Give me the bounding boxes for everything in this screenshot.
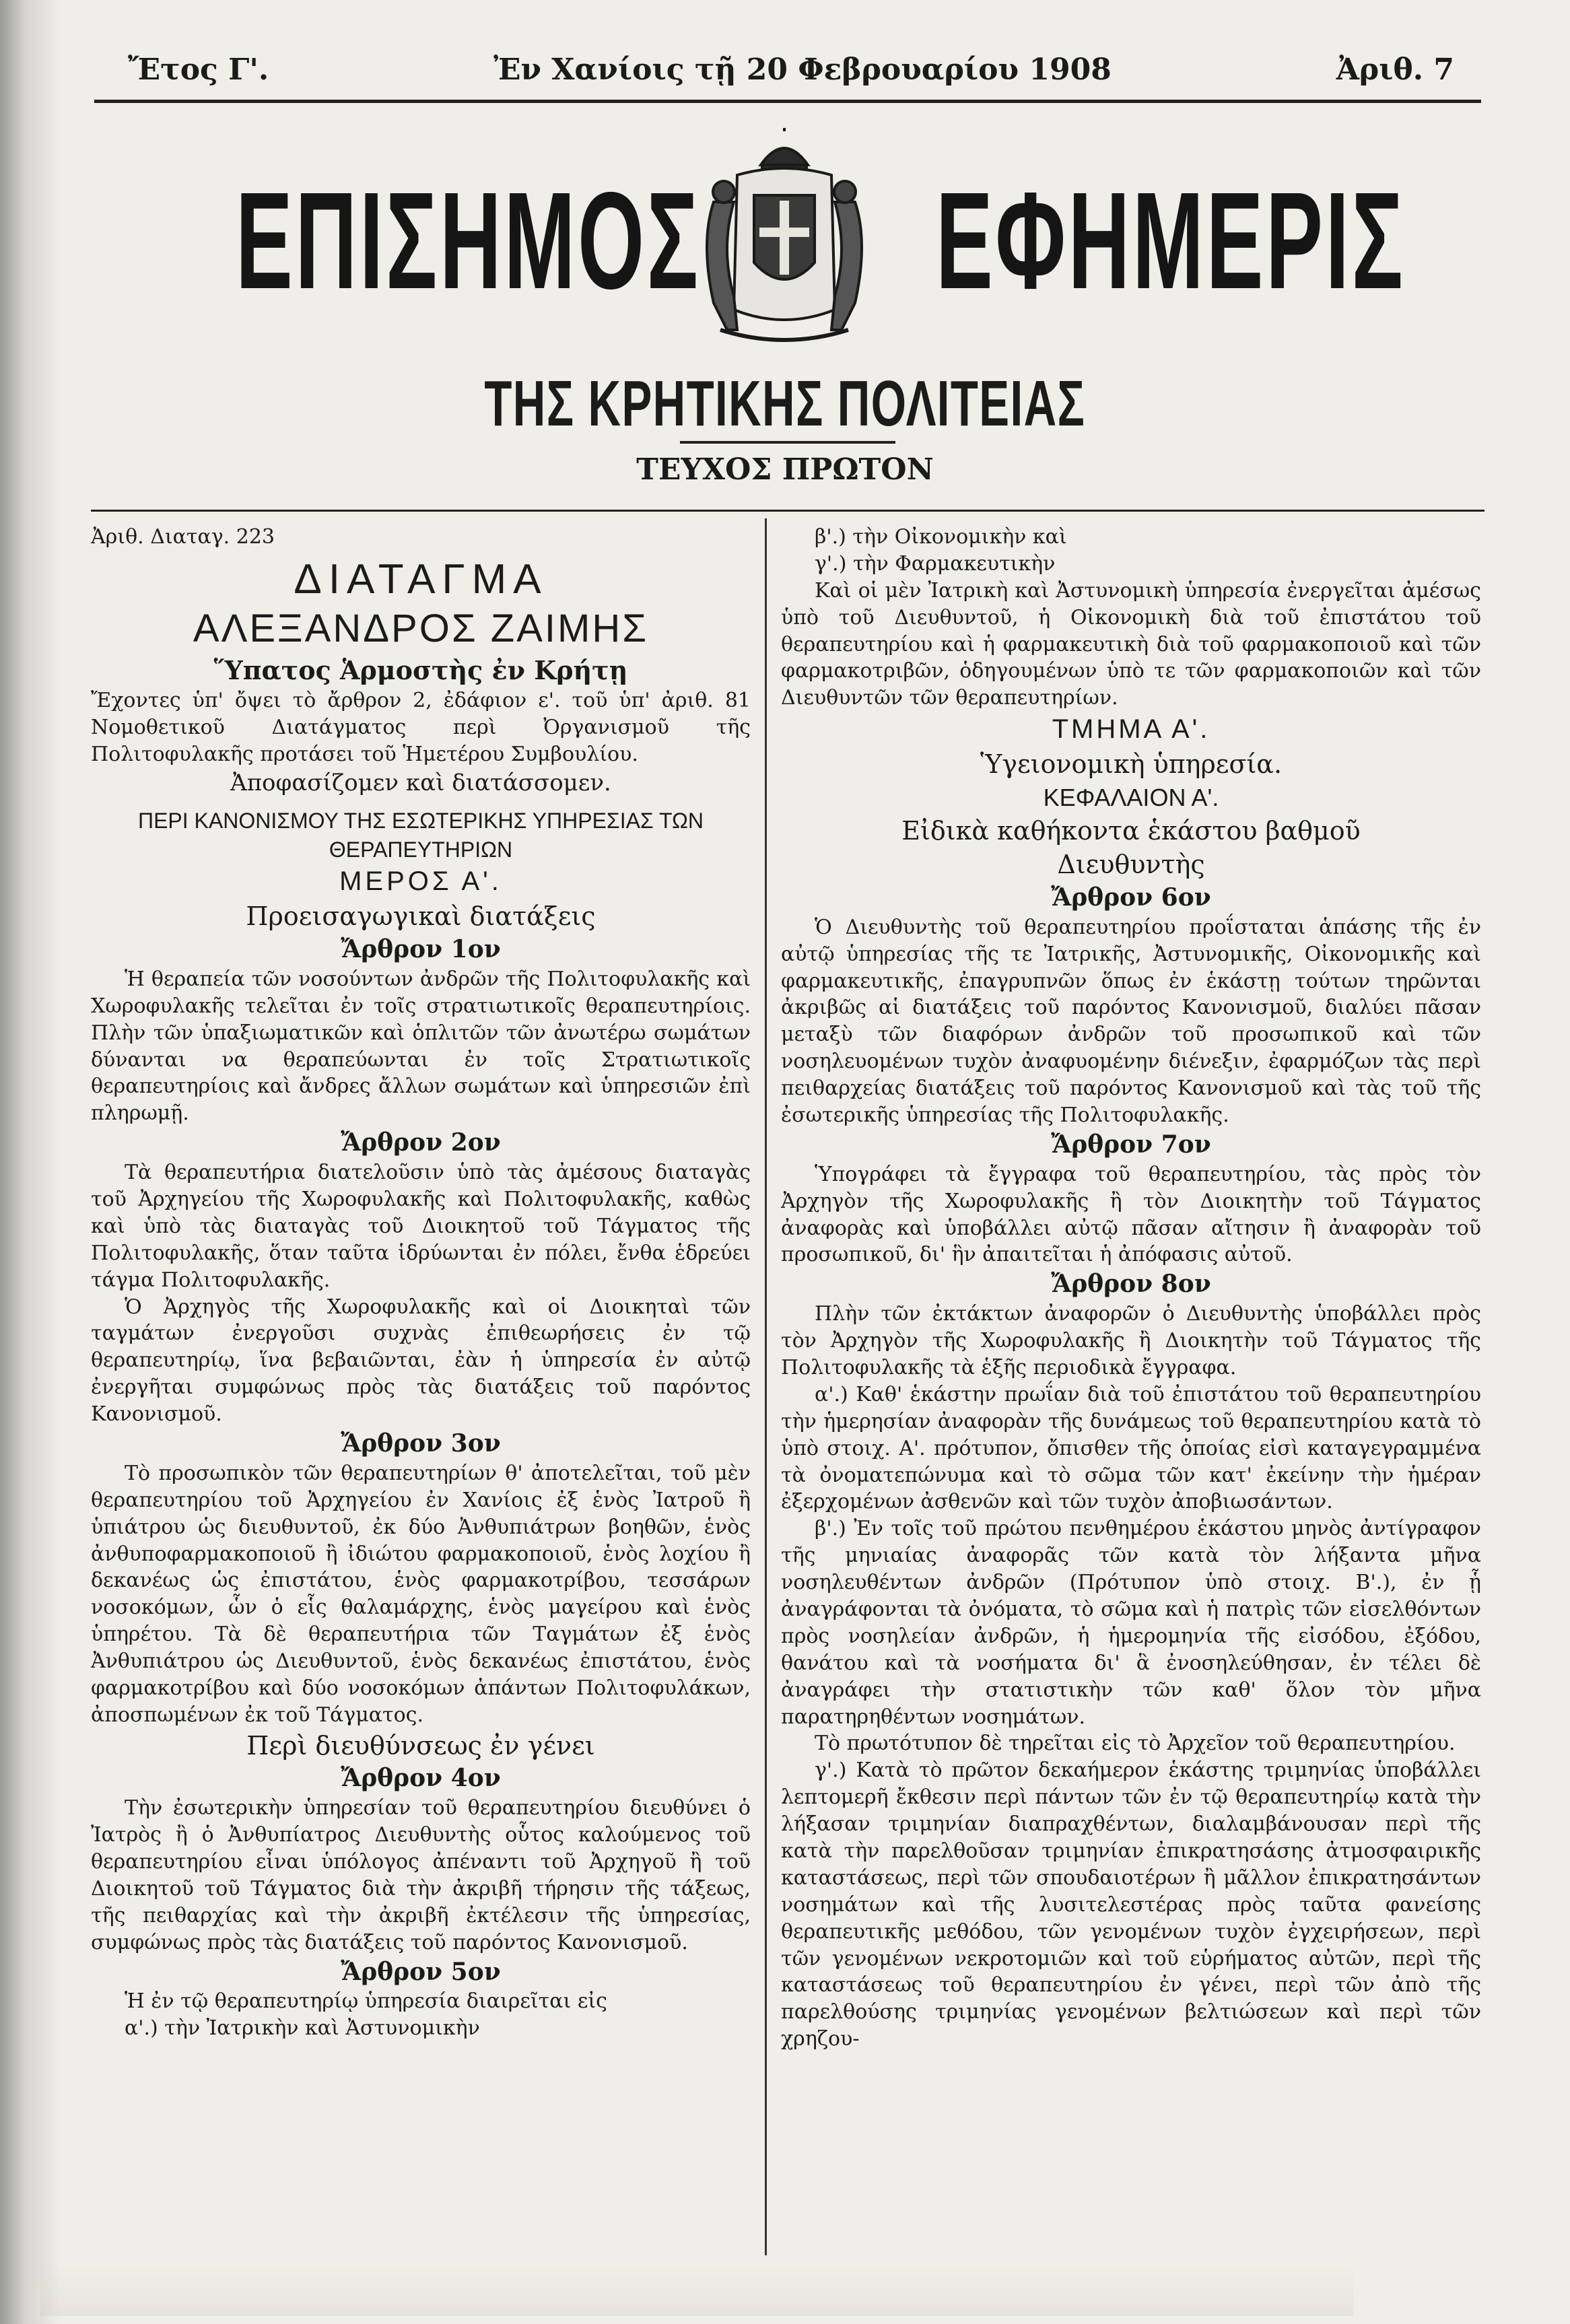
article-6-heading: Ἄρθρον 6ον [1051,883,1211,912]
article-8-heading: Ἄρθρον 8ον [1051,1270,1211,1299]
article-5-heading: Ἄρθρον 5ον [341,1957,501,1986]
duties-heading: Εἰδικὰ καθήκοντα ἑκάστου βαθμοῦ [901,815,1361,846]
part-heading: ΜΕΡΟΣ Α'. [339,866,502,897]
article-2-heading: Ἄρθρον 2ον [341,1128,501,1157]
article-3-heading: Ἄρθρον 3ον [341,1429,501,1458]
article-8-item-c: γ'.) Κατὰ τὸ πρῶτον δεκαήμερον ἑκάστης τριμηνίας ὑποβάλλει λεπτομερῆ ἔκθεσιν περὶ πάντων τῶν ἐν τῷ θεραπευτηρίῳ κατὰ τὴν λήξασαν τριμηνίαν διαπραχθέντων, διαλαμβάνουσαν περὶ τῆς κατὰ τὴν παρελθοῦσαν τριμηνίαν ἐπικρατησάσης ἀτμοσφαιρικῆς καταστάσεως, περὶ τῶν σπουδαιοτέρων ἢ μᾶλλον ἐπικρατησάντων νοσημάτων καὶ τῆς λυσιτελεστέρας πρὸς ταῦτα φανείσης θεραπευτικῆς μεθόδου, τῶν γενομένων τυχὸν ἐγχειρήσεων, περὶ τῶν γενομένων νεκροτομιῶν καὶ τοῦ εὑρήματος αὐτῶν, περὶ τῆς καταστάσεως τοῦ θεραπευτηρίου ἐν γένει, περὶ τῶν ἀπὸ τῆς παρελθούσης τριμηνίας γενομένων βελτιώσεων καὶ περὶ τῶν χρηζου- [781,1758,1481,2051]
director-heading: Διευθυντὴς [1057,850,1205,880]
article-6-text: Ὁ Διευθυντὴς τοῦ θεραπευτηρίου προΐσταται ἁπάσης τῆς ἐν αὐτῷ ὑπηρεσίας τῆς τε Ἰατρικῆς, Ἀστυνομικῆς, Οἰκονομικῆς καὶ φαρμακευτικῆς, ἐπαγρυπνῶν ὅπως ἐν ἑκάστῃ τούτων τηρῶνται ἀκριβῶς αἱ διατάξεις τοῦ παρόντος Κανονισμοῦ, διαλύει πᾶσαν μεταξὺ τῶν διαφόρων ἀνδρῶν τοῦ προσωπικοῦ καὶ τῶν νοσηλευομένων τυχὸν ἀναφυομένην διένεξιν, ἐφαρμόζων τὰς περὶ πειθαρχείας διατάξεις τοῦ παρόντος Κανονισμοῦ καὶ τὰς τοῦ τῆς ἐσωτερικῆς ὑπηρεσίας τῆς Πολιτοφυλακῆς. [781,915,1481,1127]
article-4-heading: Ἄρθρον 4ον [341,1764,501,1793]
article-5-item-a: α'.) τὴν Ἰατρικὴν καὶ Ἀστυνομικὴν [125,2016,480,2041]
scan-edge-shadow [0,0,61,2324]
direction-heading: Περὶ διευθύνσεως ἐν γένει [246,1730,595,1761]
masthead-subtitle: ΤΗΣ ΚΡΗΤΙΚΗΣ ΠΟΛΙΤΕΙΑΣ [484,368,1086,440]
article-1-text: Ἡ θεραπεία τῶν νοσούντων ἀνδρῶν τῆς Πολιτοφυλακῆς καὶ Χωροφυλακῆς τελεῖται ἐν τοῖς στρατιωτικοῖς θεραπευτηρίοις. Πλὴν τῶν ὑπαξιωματικῶν καὶ ὁπλιτῶν τῶν ἀνωτέρω σωμάτων δύνανται να θεραπεύωνται ἐν τοῖς Στρατιωτικοῖς θεραπευτηρίοις καὶ ἄνδρες ἄλλων σωμάτων καὶ ὑπηρεσιῶν ἐπὶ πληρωμῇ. [91,967,751,1126]
signatory-name: ΑΛΕΞΑΝΔΡΟΣ ΖΑΙΜΗΣ [193,607,649,651]
masthead-rule [91,510,1484,512]
intro-heading: Προεισαγωγικαὶ διατάξεις [246,901,596,932]
issue-number: Ἀριθ. 7 [1336,53,1454,87]
left-column [91,524,751,2042]
article-5-text: Ἡ ἐν τῷ θεραπευτηρίῳ ὑπηρεσία διαιρεῖται εἰς [125,1989,607,2014]
article-8-item-a: α'.) Καθ' ἑκάστην πρωΐαν διὰ τοῦ ἐπιστάτου τοῦ θεραπευτηρίου τὴν ἡμερησίαν ἀναφορὰν τῆς δυνάμεως τοῦ θεραπευτηρίου κατὰ τὸ ὑπὸ στοιχ. Α'. πρότυπον, ὄπισθεν τῆς ὁποίας εἰσὶ καταγεγραμμένα τὰ ὀνοματεπώνυμα καὶ τὸ σῶμα τῶν κατ' ἐκείνην τὴν ἡμέραν ἐξερχομένων ἀσθενῶν καὶ τῶν τυχὸν ἀποβιωσάντων. [781,1382,1481,1514]
section-heading: ΤΜΗΜΑ Α'. [1052,714,1210,745]
header-rule [94,100,1481,103]
date-label: Ἐν Χανίοις τῇ 20 Φεβρουαρίου 1908 [493,53,1112,87]
article-8-text: Πλὴν τῶν ἐκτάκτων ἀναφορῶν ὁ Διευθυντὴς ὑποβάλλει πρὸς τὸν Ἀρχηγὸν τῆς Χωροφυλακῆς ἢ Διοικητὴν τοῦ Τάγματος τῆς Πολιτοφυλακῆς τὰ ἑξῆς περιοδικὰ ἔγγραφα. [781,1302,1481,1379]
regulation-heading: ΠΕΡΙ ΚΑΝΟΝΙΣΜΟΥ ΤΗΣ ΕΣΩΤΕΡΙΚΗΣ ΥΠΗΡΕΣΙΑΣ ΤΩΝ ΘΕΡΑΠΕΥΤΗΡΙΩΝ [137,809,704,862]
decree-number: Ἀριθ. Διαταγ. 223 [91,525,275,549]
item-b: β'.) τὴν Οἰκονομικὴν καὶ [815,525,1067,549]
article-8-item-b: β'.) Ἐν τοῖς τοῦ πρώτου πενθημέρου ἑκάστου μηνὸς ἀντίγραφον τῆς μηνιαίας ἀναφορᾶς τῶν κατὰ τὸν λήξαντα μῆνα νοσηλευθέντων ἀνδρῶν (Πρότυπον ὑπὸ στοιχ. Β'.), ἐν ᾗ ἀναγράφονται τὰ ὀνόματα, τὸ σῶμα καὶ ἡ πατρὶς τῶν εἰσελθόντων πρὸς νοσηλείαν ἀνδρῶν, ἡ ἡμερομηνία τῆς εἰσόδου, ἐξόδου, θανάτου καὶ τὰ νοσήματα δι' ἃ ἐνοσηλεύθησαν, ἐν τέλει δὲ ἀναγράφει τὴν στατιστικὴν τῶν καθ' ὅλον τὸν μῆνα παρατηρηθέντων νοσημάτων. [781,1517,1481,1729]
article-4-text: Τὴν ἐσωτερικὴν ὑπηρεσίαν τοῦ θεραπευτηρίου διευθύνει ὁ Ἰατρὸς ἢ ὁ Ἀνθυπίατρος Διευθυντὴς οὗτος καλούμενος τοῦ θεραπευτηρίου εἶναι ὑπόλογος ἀπέναντι τοῦ Ἀρχηγοῦ ἢ τοῦ Διοικητοῦ τοῦ Τάγματος διὰ τὴν ἀκριβῆ τήρησιν τῆς τάξεως, τῆς πειθαρχίας καὶ τὴν ἀκριβῆ ἐκτέλεσιν τῆς ὑπηρεσίας, συμφώνως πρὸς τὰς διατάξεις τοῦ παρόντος Κανονισμοῦ. [91,1796,751,1954]
right-column [781,524,1481,2053]
article-1-heading: Ἄρθρον 1ον [341,935,501,964]
article-7-text: Ὑπογράφει τὰ ἔγγραφα τοῦ θεραπευτηρίου, τὰς πρὸς τὸν Ἀρχηγὸν τῆς Χωροφυλακῆς ἢ τὸν Διοικητὴν τοῦ Τάγματος ἀναφορὰς καὶ ὑποβάλλει αὐτῷ πᾶσαν αἴτησιν ἢ ἀναφορὰν τοῦ προσωπικοῦ, δι' ἣν ἀπαιτεῖται ἡ ἀπόφασις αὐτοῦ. [781,1162,1481,1267]
article-7-heading: Ἄρθρον 7ον [1051,1130,1211,1159]
decree-formula: Ἀποφασίζομεν καὶ διατάσσομεν. [230,769,611,796]
masthead-right: ΕΦΗΜΕΡΙΣ [936,164,1406,318]
year-label: Ἔτος Γ'. [128,53,269,87]
column-divider [765,518,767,2255]
item-c: γ'.) τὴν Φαρμακευτικὴν [815,551,1056,576]
chapter-heading: ΚΕΦΑΛΑΙΟΝ Α'. [1043,783,1219,811]
article-8-item-b-note: Τὸ πρωτότυπον δὲ τηρεῖται εἰς τὸ Ἀρχεῖον τοῦ θεραπευτηρίου. [815,1732,1456,1756]
header-line [128,53,1454,87]
royal-crest-icon [673,128,895,350]
paper-stain [40,2262,1353,2316]
article-3-text: Τὸ προσωπικὸν τῶν θεραπευτηρίων θ' ἀποτελεῖται, τοῦ μὲν θεραπευτηρίου τοῦ Ἀρχηγείου ἐν Χανίοις ἐξ ἑνὸς Ἰατροῦ ἢ ὑπιάτρου ὡς διευθυντοῦ, ἐκ δύο Ἀνθυπιάτρων βοηθῶν, ἑνὸς ἀνθυποφαρμακοποιοῦ ἢ ἰδιώτου φαρμακοποιοῦ, ἑνὸς λοχίου ἢ δεκανέως ὡς ἐπιστάτου, ἑνὸς φαρμακοτρίβου, τεσσάρων νοσοκόμων, ὧν ὁ εἷς θαλαμάρχης, ἑνὸς μαγείρου καὶ ἑνὸς ὑπηρέτου. Τὰ δὲ θεραπευτήρια τῶν Ταγμάτων ἐξ ἑνὸς Ἀνθυπιάτρου ὡς Διευθυντοῦ, ἑνὸς δεκανέως ἐπιστάτου, ἑνὸς φαρμακοτρίβου καὶ δύο νοσοκόμων ἀπάντων Πολιτοφυλάκων, ἀποσπωμένων ἐκ τοῦ Τάγματος. [91,1461,751,1727]
volume-label: ΤΕΥΧΟΣ ΠΡΩΤΟΝ [636,452,934,487]
signatory-title: Ὕπατος Ἁρμοστὴς ἐν Κρήτῃ [213,654,628,685]
article-2-text: Τὰ θεραπευτήρια διατελοῦσιν ὑπὸ τὰς ἀμέσους διαταγὰς τοῦ Ἀρχηγείου τῆς Χωροφυλακῆς καὶ Πολιτοφυλακῆς, καθὼς καὶ ὑπὸ τὰς διαταγὰς τοῦ Διοικητοῦ τοῦ Τάγματος τῆς Πολιτοφυλακῆς, ὅταν ταῦτα ἱδρύωνται ἐν πόλει, ἔνθα ἑδρεύει τάγμα Πολιτοφυλακῆς. [91,1161,751,1292]
article-2-text-2: Ὁ Ἀρχηγὸς τῆς Χωροφυλακῆς καὶ οἱ Διοικηταὶ τῶν ταγμάτων ἐνεργοῦσι συχνὰς ἐπιθεωρήσεις ἐν τῷ θεραπευτηρίῳ, ἵνα βεβαιῶνται, ἐὰν ἡ ὑπηρεσία ἐν αὐτῷ ἐνεργῆται συμφώνως πρὸς τὰς διατάξεις τοῦ παρόντος Κανονισμοῦ. [91,1295,751,1427]
masthead-left: ΕΠΙΣΗΜΟΣ [236,164,701,318]
subtitle-rule [680,441,895,444]
services-text: Καὶ οἱ μὲν Ἰατρικὴ καὶ Ἀστυνομικὴ ὑπηρεσία ἐνεργεῖται ἀμέσως ὑπὸ τοῦ Διευθυντοῦ, ἡ Οἰκονομικὴ διὰ τοῦ ἐπιστάτου τοῦ θεραπευτηρίου καὶ ἡ φαρμακευτικὴ διὰ τοῦ φαρμακοποιοῦ καὶ τῶν φαρμακοτριβῶν, ὁδηγουμένων ὑπὸ τε τῶν φαρμακοποιῶν καὶ τῶν Διευθυντῶν τῶν θεραπευτηρίων. [781,578,1481,710]
preamble: Ἔχοντες ὑπ' ὄψει τὸ ἄρθρον 2, ἐδάφιον ε'. τοῦ ὑπ' ἀριθ. 81 Νομοθετικοῦ Διατάγματος περὶ Ὀργανισμοῦ τῆς Πολιτοφυλακῆς προτάσει τοῦ Ἡμετέρου Συμβουλίου. [91,689,751,767]
health-service-heading: Ὑγειονομικὴ ὑπηρεσία. [980,749,1283,780]
decree-heading: ΔΙΑΤΑΓΜΑ [294,555,548,603]
